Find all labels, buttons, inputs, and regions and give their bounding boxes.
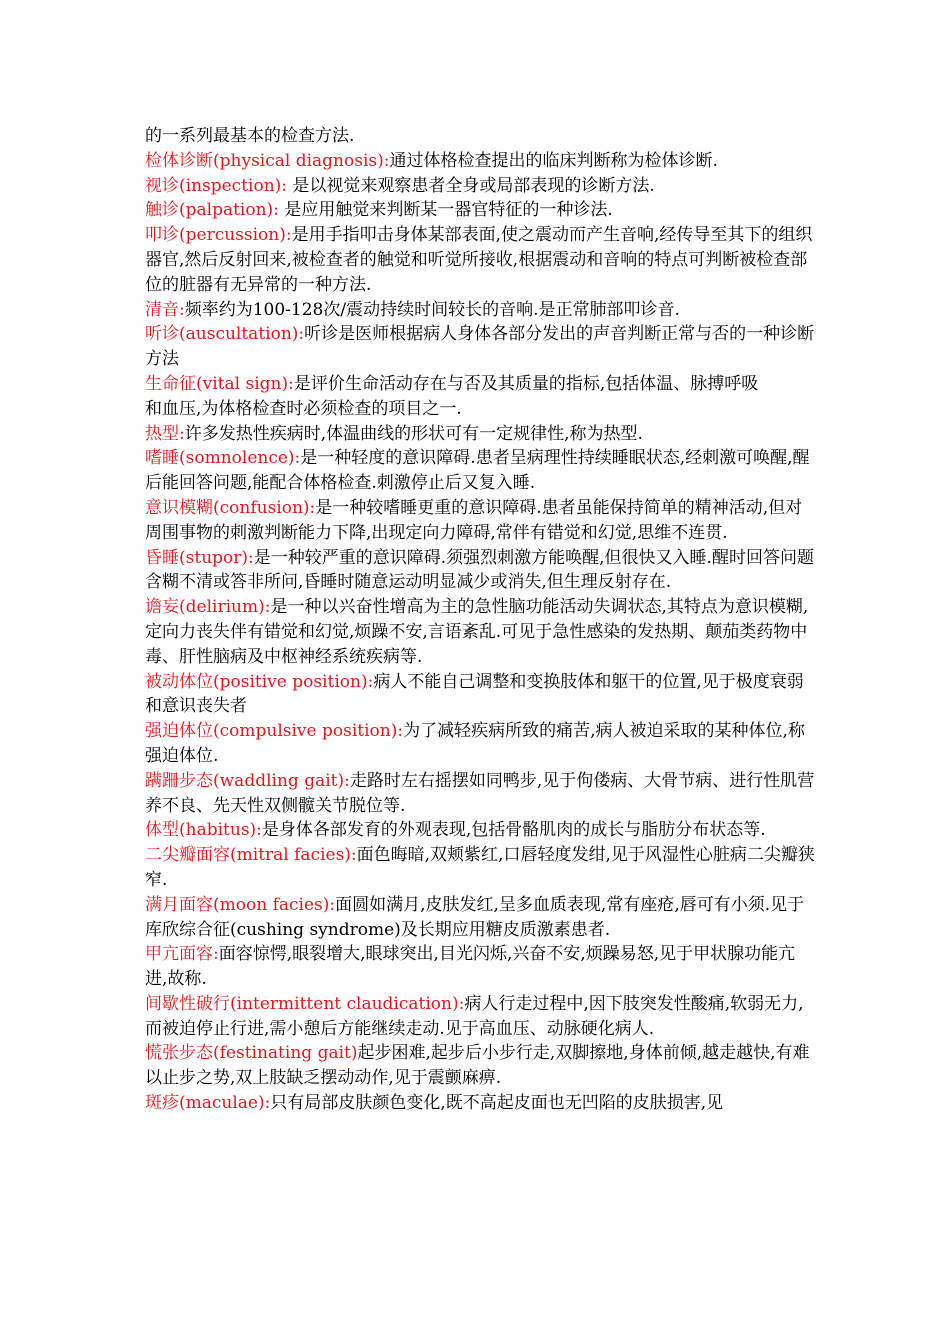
term: 谵妄(delirium):	[145, 597, 271, 618]
definition: 走路时左右摇摆如同鸭步,见于佝偻病、大骨节病、进行性肌营养不良、先天性双侧髋关节脱位等.	[145, 770, 815, 816]
definition: 是一种轻度的意识障碍.患者呈病理性持续睡眠状态,经刺激可唤醒,醒后能回答问题,能配合体格检查.刺激停止后又复入睡.	[145, 448, 810, 494]
definition: 是身体各部发育的外观表现,包括骨骼肌肉的成长与脂肪分布状态等.	[261, 820, 766, 841]
term: 间歇性破行(intermittent claudication):	[145, 993, 465, 1014]
definition: 是以视觉来观察患者全身或局部表现的诊断方法.	[287, 175, 655, 196]
term: 甲亢面容:	[145, 944, 219, 965]
glossary-entry-continuation	[145, 397, 815, 422]
glossary-entry	[145, 174, 815, 199]
definition: 是一种较嗜睡更重的意识障碍.患者虽能保持简单的精神活动,但对周围事物的刺激判断能力下降,出现定向力障碍,常伴有错觉和幻觉,思维不连贯.	[145, 497, 803, 543]
glossary-entry	[145, 1041, 815, 1091]
definition: 面圆如满月,皮肤发红,呈多血质表现,常有座疮,唇可有小须.见于库欣综合征(cushing syndrome)及长期应用糖皮质激素患者.	[145, 894, 805, 940]
glossary-entry	[145, 942, 815, 992]
intro-fragment	[145, 124, 815, 149]
term: 二尖瓣面容(mitral facies):	[145, 845, 357, 866]
definition: 为了减轻疾病所致的痛苦,病人被迫采取的某种体位,称强迫体位.	[145, 721, 805, 766]
term: 听诊(auscultation):	[145, 324, 305, 345]
definition: 和血压,为体格检查时必须检查的项目之一.	[145, 398, 462, 419]
term: 满月面容(moon facies):	[145, 894, 336, 915]
term: 检体诊断(physical diagnosis):	[145, 150, 390, 171]
term: 被动体位(positive position):	[145, 671, 374, 692]
definition: 是一种较严重的意识障碍.须强烈刺激方能唤醒,但很快又入睡.醒时回答问题含糊不清或答非所问,昏睡时随意运动明显减少或消失,但生理反射存在.	[145, 547, 814, 593]
term: 蹒跚步态(waddling gait):	[145, 770, 350, 791]
glossary-entry	[145, 298, 815, 323]
glossary-entry	[145, 198, 815, 223]
glossary-entry	[145, 992, 815, 1042]
glossary-entry	[145, 769, 815, 819]
term: 叩诊(percussion):	[145, 225, 292, 246]
term: 热型:	[145, 423, 185, 444]
term: 斑疹(maculae):	[145, 1093, 271, 1114]
definition: 起步困难,起步后小步行走,双脚擦地,身体前倾,越走越快,有难以止步之势,双上肢缺乏摆动动作,见于震颤麻痹.	[145, 1043, 810, 1089]
glossary-entry	[145, 223, 815, 297]
glossary-entry	[145, 322, 815, 372]
glossary-entry	[145, 595, 815, 669]
glossary-entry	[145, 546, 815, 596]
term: 昏睡(stupor):	[145, 547, 254, 568]
definition: 听诊是医师根据病人身体各部分发出的声音判断正常与否的一种诊断方法	[145, 324, 815, 370]
definition: 许多发热性疾病时,体温曲线的形状可有一定规律性,称为热型.	[184, 423, 643, 444]
glossary-entry	[145, 372, 815, 397]
definition: 是评价生命活动存在与否及其质量的指标,包括体温、脉搏呼吸	[293, 373, 759, 394]
definition: 面色晦暗,双颊紫红,口唇轻度发绀,见于风湿性心脏病二尖瓣狭窄.	[145, 845, 815, 890]
term: 体型(habitus):	[145, 820, 262, 841]
glossary-entry	[145, 670, 815, 720]
definition: 频率约为100-128次/震动持续时间较长的音响.是正常肺部叩诊音.	[184, 299, 680, 320]
definition: 面容惊愕,眼裂增大,眼球突出,目光闪烁,兴奋不安,烦躁易怒,见于甲状腺功能亢进,故称.	[145, 944, 796, 990]
glossary-entry	[145, 719, 815, 769]
glossary-entry	[145, 893, 815, 943]
definition: 只有局部皮肤颜色变化,既不高起皮面也无凹陷的皮肤损害,见	[270, 1093, 724, 1114]
intro-text: 的一系列最基本的检查方法.	[145, 126, 355, 146]
term: 嗜睡(somnolence):	[145, 448, 301, 469]
term: 清音:	[145, 299, 185, 320]
glossary-entry	[145, 1091, 815, 1116]
term: 强迫体位(compulsive position):	[145, 721, 404, 742]
glossary-entry	[145, 422, 815, 447]
definition: 是应用触觉来判断某一器官特征的一种诊法.	[278, 200, 613, 221]
term: 触诊(palpation):	[145, 200, 279, 221]
term: 慌张步态(festinating gait)	[145, 1043, 358, 1064]
definition: 病人不能自己调整和变换肢体和躯干的位置,见于极度衰弱和意识丧失者	[145, 671, 804, 717]
definition: 是用手指叩击身体某部表面,使之震动而产生音响,经传导至其下的组织器官,然后反射回来,被检查者的触觉和听觉所接收,根据震动和音响的特点可判断被检查部位的脏器有无异常的一种方法.	[145, 225, 813, 295]
glossary-entry	[145, 496, 815, 546]
glossary-entry	[145, 818, 815, 843]
definition: 通过体格检查提出的临床判断称为检体诊断.	[389, 150, 718, 171]
glossary-entry	[145, 446, 815, 496]
term: 意识模糊(confusion):	[145, 497, 316, 518]
term: 视诊(inspection):	[145, 175, 288, 196]
glossary-entry	[145, 843, 815, 893]
glossary-entry	[145, 149, 815, 174]
term: 生命征(vital sign):	[145, 373, 294, 394]
document-body	[145, 124, 815, 1116]
definition: 病人行走过程中,因下肢突发性酸痛,软弱无力,而被迫停止行进,需小憩后方能继续走动.见于高血压、动脉硬化病人.	[145, 993, 804, 1039]
definition: 是一种以兴奋性增高为主的急性脑功能活动失调状态,其特点为意识模糊,定向力丧失伴有错觉和幻觉,烦躁不安,言语紊乱.可见于急性感染的发热期、颠茄类药物中毒、肝性脑病及中枢神经系统疾病等.	[145, 597, 809, 667]
